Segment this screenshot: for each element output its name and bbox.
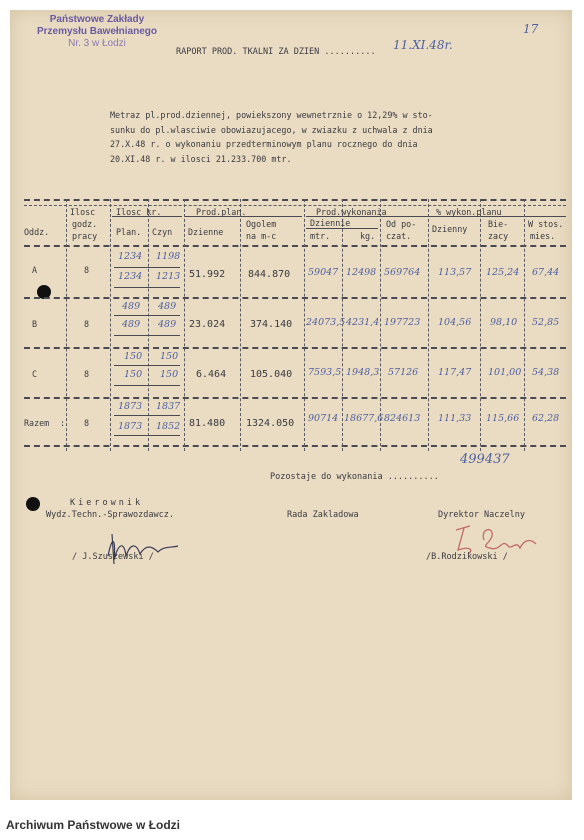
header-ilosc-godz-2: godz. [72, 219, 98, 229]
column-rule [184, 199, 185, 451]
header-mtr: mtr. [310, 231, 331, 241]
row-a-w-stos: 67,44 [532, 267, 560, 278]
row-total-colon: : [60, 418, 66, 428]
production-table [24, 199, 566, 451]
row-a-oddz: A [32, 265, 38, 275]
row-a-dzienne: 51.992 [189, 269, 226, 280]
row-total-biezacy: 115,66 [486, 413, 520, 424]
row-c-godz: 8 [84, 369, 90, 379]
column-rule [428, 199, 429, 451]
signature-left-title: Kierownik [70, 498, 144, 508]
table-rule [24, 205, 566, 206]
stamp-line-2: Przemysłu Bawełnianego [36, 26, 158, 37]
header-prod-wyk: Prod.wykonania [316, 207, 387, 217]
row-total-divider [114, 435, 180, 436]
row-total-oddz: Razem [24, 418, 50, 428]
row-a-divider [114, 287, 180, 288]
row-total-godz: 8 [84, 418, 90, 428]
signature-right-name: /B.Rodzikowski / [426, 552, 508, 562]
header-biezacy-1: Bie- [488, 219, 509, 229]
table-rule [24, 245, 566, 247]
row-c-kg: 1948,3 [346, 367, 380, 378]
signature-right-title: Dyrektor Naczelny [438, 510, 525, 520]
remaining-label: Pozostaje do wykonania .......... [270, 472, 439, 482]
header-od-pocz-1: Od po- [386, 219, 417, 229]
row-c-mtr: 7593,5 [308, 367, 342, 378]
header-dzienne: Dzienne [188, 227, 224, 237]
row-total-dzienny: 111,33 [438, 413, 472, 424]
header-ogolem-1: Ogolem [246, 219, 277, 229]
row-c-ogolem: 105.040 [250, 369, 293, 380]
row-a-biezacy: 125,24 [486, 267, 520, 278]
row-a-plan-1: 1234 [118, 251, 143, 262]
row-b-divider [114, 335, 180, 336]
row-c-w-stos: 54,38 [532, 367, 560, 378]
table-rule [24, 347, 566, 349]
stamp-line-3: Nr. 3 w Łodzi [68, 38, 126, 49]
row-c-od-pocz: 57126 [388, 367, 419, 378]
row-b-godz: 8 [84, 319, 90, 329]
report-date: 11.XI.48r. [393, 38, 453, 52]
row-b-oddz: B [32, 319, 38, 329]
header-dziennie: Dziennie [310, 218, 351, 228]
table-rule [24, 397, 566, 399]
row-b-w-stos: 52,85 [532, 317, 560, 328]
row-total-mtr: 90714 [308, 413, 339, 424]
header-kg: kg. [360, 231, 376, 241]
row-b-plan-1: 489 [122, 301, 141, 312]
row-c-plan-1: 150 [124, 351, 143, 362]
row-c-divider [114, 365, 180, 366]
table-rule [24, 199, 566, 201]
row-a-kg: 12498 [346, 267, 377, 278]
row-c-dzienne: 6.464 [196, 369, 227, 380]
row-a-dzienny: 113,57 [438, 267, 472, 278]
row-total-czyn-1: 1837 [156, 401, 181, 412]
row-c-biezacy: 101,00 [488, 367, 522, 378]
row-a-czyn-2: 1213 [156, 271, 181, 282]
remaining-value: 499437 [460, 452, 510, 467]
header-ilosc-godz-1: Ilosc [70, 207, 96, 217]
paragraph-line: 20.XI.48 r. w ilosci 21.233.700 mtr. [110, 153, 292, 164]
header-proc-wyk: % wykon.planu [436, 207, 502, 217]
row-a-mtr: 59047 [308, 267, 339, 278]
header-w-stos-2: mies. [530, 231, 556, 241]
header-prod-plan: Prod.plan. [196, 207, 247, 217]
row-total-kg: 18677,6 [344, 413, 384, 424]
row-b-dzienne: 23.024 [189, 319, 226, 330]
row-total-plan-2: 1873 [118, 421, 143, 432]
column-rule [148, 199, 149, 451]
report-title: RAPORT PROD. TKALNI ZA DZIEN .......... [176, 47, 376, 57]
column-rule [480, 199, 481, 451]
row-a-od-pocz: 569764 [384, 267, 421, 278]
row-c-oddz: C [32, 369, 38, 379]
signature-left-subtitle: Wydz.Techn.-Sprawozdawcz. [46, 510, 174, 520]
row-b-ogolem: 374.140 [250, 319, 293, 330]
row-b-biezacy: 98,10 [490, 317, 518, 328]
table-rule [24, 445, 566, 447]
row-a-godz: 8 [84, 265, 90, 275]
row-total-w-stos: 62,28 [532, 413, 560, 424]
row-total-czyn-2: 1852 [156, 421, 181, 432]
row-c-czyn-2: 150 [160, 369, 179, 380]
archive-footer-text: Archiwum Państwowe w Łodzi [6, 818, 181, 832]
page-number: 17 [523, 22, 539, 36]
paragraph-line: sunku do pl.wlasciwie obowiazujacego, w zwiazku z uchwala z dnia [110, 124, 433, 135]
row-a-plan-2: 1234 [118, 271, 143, 282]
column-rule [304, 199, 305, 451]
row-b-kg: 4231,4 [346, 317, 380, 328]
header-od-pocz-2: czat. [386, 231, 412, 241]
paragraph-line: 27.X.48 r. o wykonaniu przedterminowym planu rocznego do dnia [110, 139, 418, 149]
row-b-mtr: 24073,5 [306, 317, 346, 328]
row-a-ogolem: 844.870 [248, 269, 291, 280]
row-total-dzienne: 81.480 [189, 418, 226, 429]
row-b-czyn-1: 489 [158, 301, 177, 312]
row-total-divider [114, 415, 180, 416]
column-rule [110, 199, 111, 451]
row-total-ogolem: 1324.050 [246, 418, 295, 429]
institution-stamp [22, 14, 172, 50]
row-b-dzienny: 104,56 [438, 317, 472, 328]
row-b-czyn-2: 489 [158, 319, 177, 330]
archive-footer [0, 814, 584, 840]
row-c-plan-2: 150 [124, 369, 143, 380]
row-a-czyn-1: 1198 [156, 251, 181, 262]
signature-scribble-left [100, 526, 190, 570]
intro-paragraph [110, 108, 560, 166]
row-c-dzienny: 117,47 [438, 367, 472, 378]
paragraph-line: Metraz pl.prod.dziennej, powiekszony wewnetrznie o 12,29% w sto- [110, 110, 433, 120]
stamp-line-1: Państwowe Zakłady [49, 14, 145, 25]
header-ogolem-2: na m-c [246, 231, 277, 241]
row-b-divider [114, 315, 180, 316]
column-rule [524, 199, 525, 451]
column-rule [66, 199, 67, 451]
row-c-czyn-1: 150 [160, 351, 179, 362]
header-ilosc-godz-3: pracy [72, 231, 98, 241]
header-biezacy-2: zacy [488, 231, 509, 241]
punch-hole [26, 497, 40, 511]
header-w-stos-1: W stos. [528, 219, 564, 229]
row-b-od-pocz: 197723 [384, 317, 421, 328]
row-b-plan-2: 489 [122, 319, 141, 330]
header-oddz: Oddz. [24, 227, 50, 237]
signature-left-name: / J.Szuszewski / [72, 552, 154, 562]
row-c-divider [114, 385, 180, 386]
signature-middle: Rada Zakladowa [287, 510, 359, 520]
table-rule [24, 297, 566, 299]
row-total-plan-1: 1873 [118, 401, 143, 412]
header-plan: Plan. [116, 227, 142, 237]
row-a-divider [114, 267, 180, 268]
row-total-od-pocz: 824613 [384, 413, 421, 424]
column-rule [240, 199, 241, 451]
header-czyn: Czyn [152, 227, 173, 237]
header-ilosc-kr: Ilosc kr. [116, 207, 162, 217]
header-dzienny: Dzienny [432, 224, 468, 234]
